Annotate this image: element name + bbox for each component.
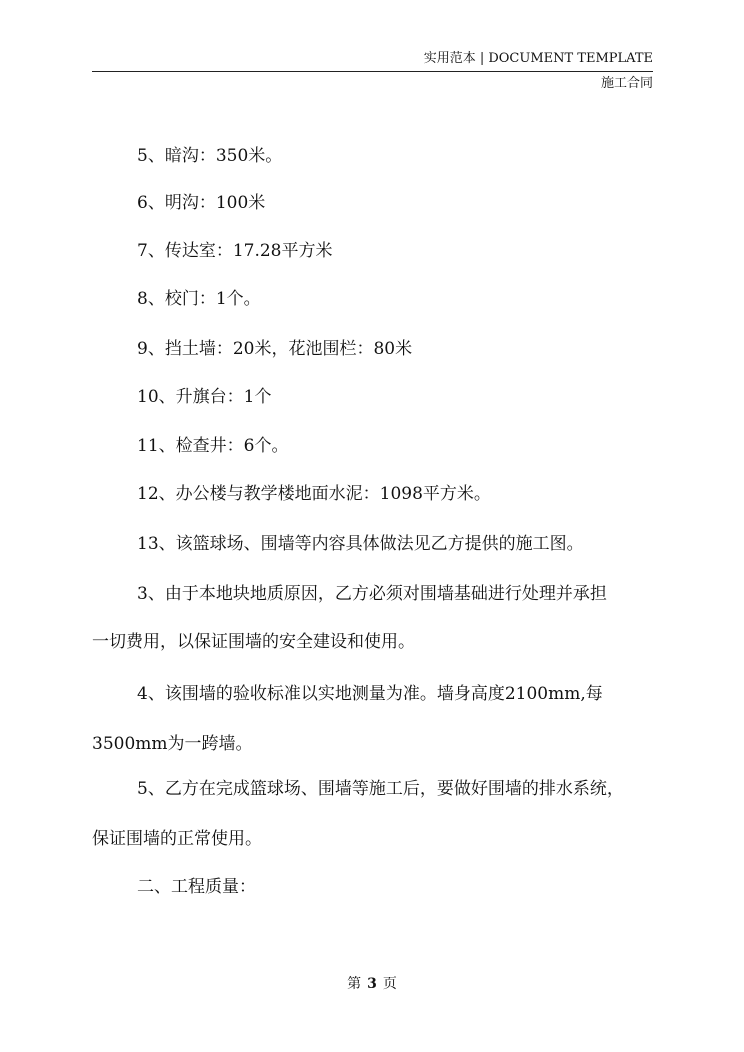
- body-line: 一切费用，以保证围墙的安全建设和使用。: [92, 632, 415, 652]
- body-line: 12、办公楼与教学楼地面水泥：1098平方米。: [137, 484, 491, 504]
- footer-prefix: 第: [347, 976, 362, 992]
- body-line: 5、乙方在完成篮球场、围墙等施工后，要做好围墙的排水系统，: [137, 779, 624, 799]
- body-line: 7、传达室：17.28平方米: [137, 241, 333, 261]
- body-line: 4、该围墙的验收标准以实地测量为准。墙身高度2100mm,每: [137, 684, 603, 704]
- body-line: 6、明沟：100米: [137, 193, 266, 213]
- body-line: 二、工程质量：: [137, 877, 256, 897]
- page-footer: [0, 975, 744, 993]
- body-line: 13、该篮球场、围墙等内容具体做法见乙方提供的施工图。: [137, 534, 584, 554]
- body-line: 9、挡土墙：20米，花池围栏：80米: [137, 339, 413, 359]
- body-line: 8、校门：1个。: [137, 289, 261, 309]
- header-title: 实用范本 | DOCUMENT TEMPLATE: [92, 50, 653, 72]
- body-line: 10、升旗台：1个: [137, 387, 272, 407]
- body-line: 保证围墙的正常使用。: [92, 829, 262, 849]
- body-line: 11、检查井：6个。: [137, 436, 289, 456]
- footer-suffix: 页: [382, 976, 397, 992]
- body-line: 3500mm为一跨墙。: [92, 734, 253, 754]
- page-number: 3: [367, 976, 377, 992]
- header-subtitle: 施工合同: [600, 76, 653, 91]
- body-line: 5、暗沟：350米。: [137, 146, 283, 166]
- body-line: 3、由于本地块地质原因，乙方必须对围墙基础进行处理并承担: [137, 584, 607, 604]
- page-header: [92, 50, 653, 93]
